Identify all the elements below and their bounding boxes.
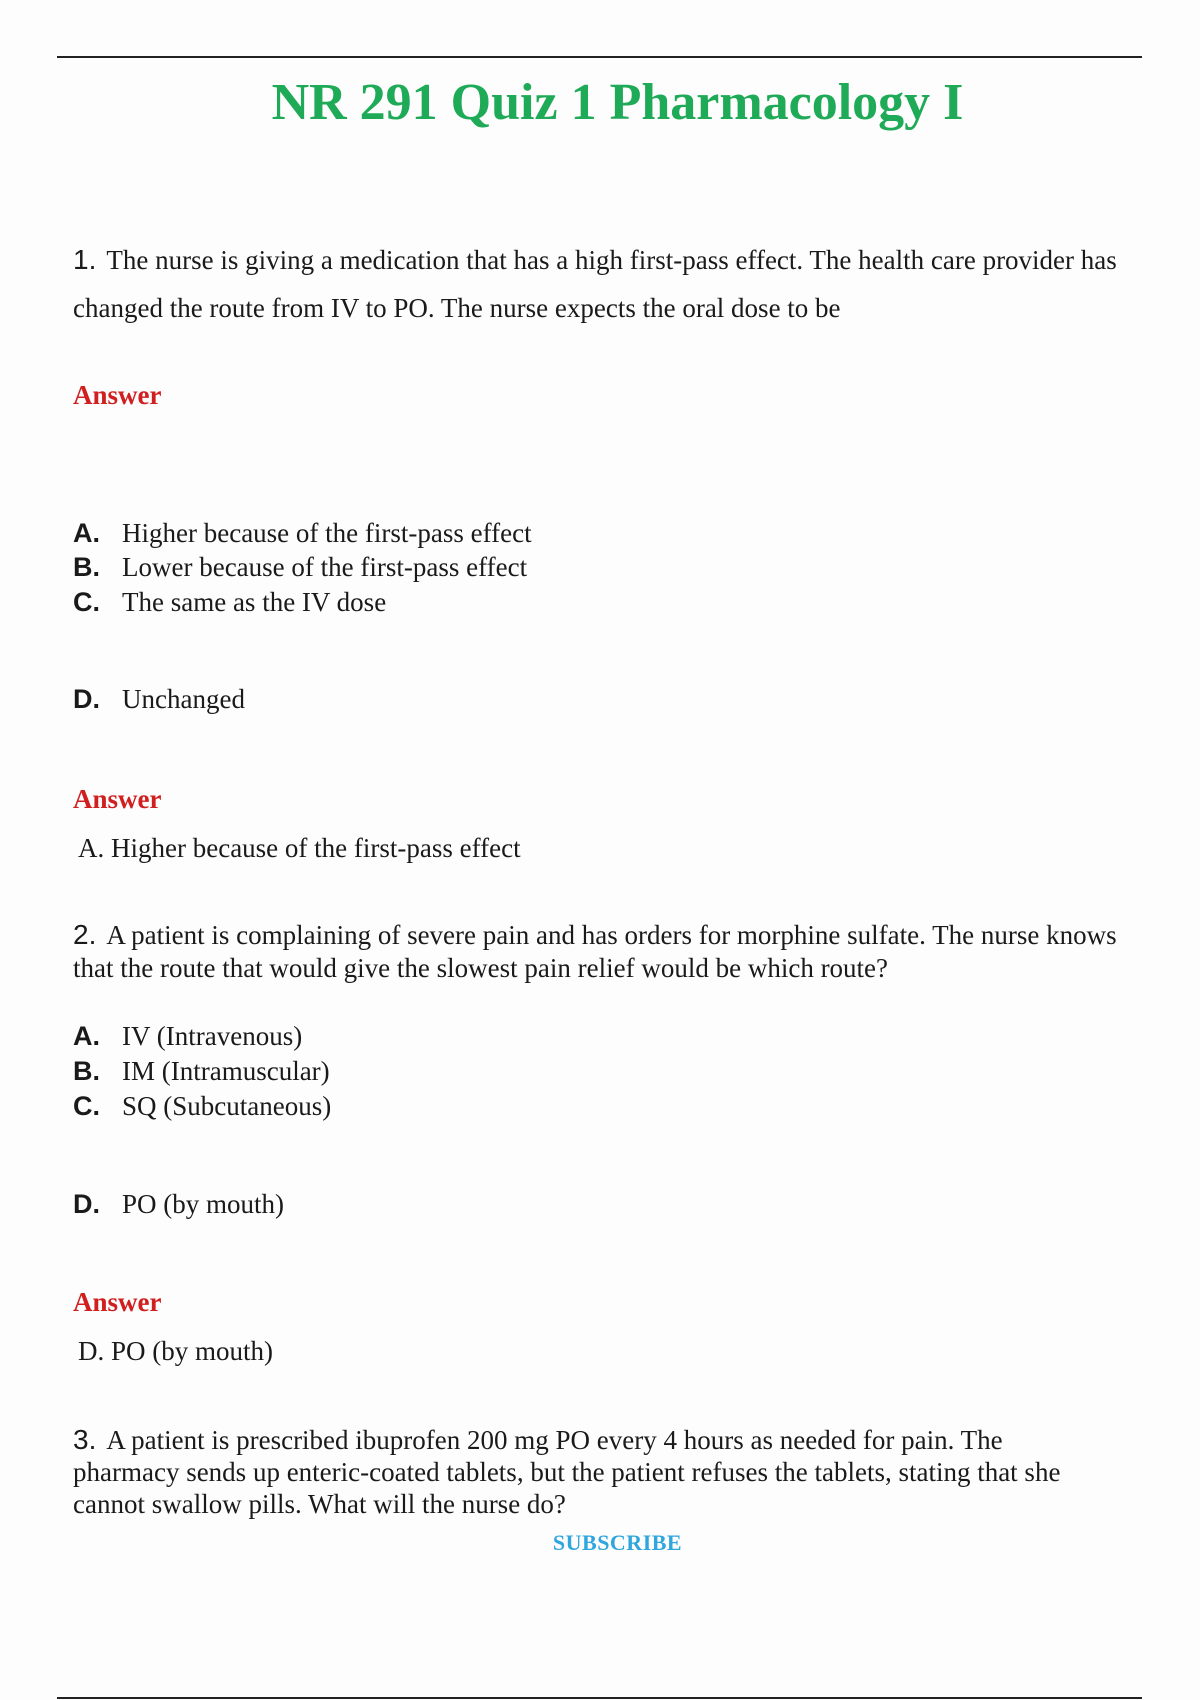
option-b[interactable] — [73, 552, 527, 583]
option-text: SQ (Subcutaneous) — [122, 1091, 332, 1121]
answer-label: Answer — [73, 380, 162, 410]
question-text-line: A patient is complaining of severe pain and has orders for morphine sulfate. The nurse knows — [106, 920, 1117, 950]
option-text: IV (Intravenous) — [122, 1021, 303, 1051]
bottom-rule — [57, 1697, 1142, 1699]
option-a[interactable] — [73, 518, 532, 549]
top-rule — [57, 56, 1142, 58]
option-letter: D. — [73, 684, 100, 714]
option-text: IM (Intramuscular) — [122, 1056, 330, 1086]
question-1 — [73, 236, 1153, 332]
option-letter: A. — [73, 1021, 100, 1051]
page-title: NR 291 Quiz 1 Pharmacology I — [271, 74, 964, 131]
answer-text: D. PO (by mouth) — [78, 1336, 273, 1366]
answer-text: A. Higher because of the first-pass effect — [78, 833, 521, 863]
option-c[interactable] — [73, 587, 386, 618]
option-text: Lower because of the first-pass effect — [122, 552, 528, 582]
question-text-line: A patient is prescribed ibuprofen 200 mg PO every 4 hours as needed for pain. The — [106, 1425, 1003, 1455]
question-text-line: pharmacy sends up enteric-coated tablets, but the patient refuses the tablets, stating that she — [73, 1457, 1061, 1487]
answer-label: Answer — [73, 784, 162, 814]
option-letter: B. — [73, 1056, 100, 1086]
option-a[interactable] — [73, 1021, 302, 1052]
question-text-line: changed the route from IV to PO. The nurse expects the oral dose to be — [73, 293, 841, 323]
option-letter: B. — [73, 552, 100, 582]
option-letter: A. — [73, 518, 100, 548]
question-number: 3. — [73, 1424, 97, 1455]
option-text: The same as the IV dose — [122, 587, 387, 617]
option-letter: D. — [73, 1189, 100, 1219]
option-letter: C. — [73, 1091, 100, 1121]
option-b[interactable] — [73, 1056, 330, 1087]
option-c[interactable] — [73, 1091, 331, 1122]
option-text: Higher because of the first-pass effect — [122, 518, 532, 548]
option-text: PO (by mouth) — [122, 1189, 284, 1219]
question-number: 1. — [73, 244, 97, 275]
question-2 — [73, 918, 1153, 985]
question-number: 2. — [73, 919, 97, 950]
answer-label: Answer — [73, 1287, 162, 1317]
question-text-line: that the route that would give the slowest pain relief would be which route? — [73, 953, 889, 983]
option-d[interactable] — [73, 684, 245, 715]
option-d[interactable] — [73, 1189, 284, 1220]
question-text-line: cannot swallow pills. What will the nurse do? — [73, 1489, 566, 1519]
subscribe-link[interactable]: SUBSCRIBE — [552, 1530, 683, 1555]
option-text: Unchanged — [122, 684, 245, 714]
question-text-line: The nurse is giving a medication that has a high first-pass effect. The health care provider has — [106, 245, 1117, 275]
question-3 — [73, 1424, 1153, 1520]
option-letter: C. — [73, 587, 100, 617]
